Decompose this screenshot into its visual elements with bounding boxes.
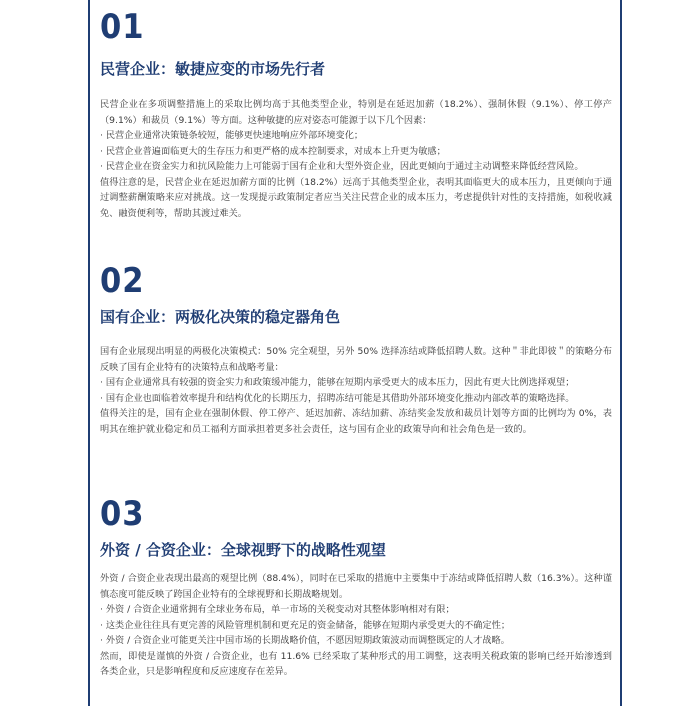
list-item: · 民营企业普遍面临更大的生存压力和更严格的成本控制要求，对成本上升更为敏感； [100,145,446,157]
section-number: 02 [100,261,145,301]
list-item: · 民营企业通常决策链条较短，能够更快速地响应外部环境变化； [100,130,364,141]
section-01 [100,7,612,221]
section-number: 01 [100,7,145,47]
list-item: · 这类企业往往具有更完善的风险管理机制和更充足的资金储备，能够在短期内承受更大的不确定性； [100,619,511,631]
list-item: · 民营企业在资金实力和抗风险能力上可能弱于国有企业和大型外资企业，因此更倾向于通过主动调整来降低经营风险。 [100,161,584,172]
right-border-line [620,0,622,706]
section-closing: 值得注意的是，民营企业在延迟加薪方面的比例（18.2%）远高于其他类型企业，表明其面临更大的成本压力，且更倾向于通过调整薪酬策略来应对挑战。这一发现提示政策制定者应当关注民营企业的成本压力，考虑提供针对性的支持措施，如税收减免、融资便利等，帮助其渡过难关。 [100,176,612,219]
bullet-list [100,128,612,175]
section-closing: 然而，即使是谨慎的外资 / 合资企业，也有 11.6% 已经采取了某种形式的用工调整，这表明关税政策的影响已经开始渗透到各类企业，只是影响程度和反应速度存在差异。 [100,650,612,677]
section-title: 民营企业：敏捷应变的市场先行者 [100,60,326,78]
list-item: · 外资 / 合资企业可能更关注中国市场的长期战略价值，不愿因短期政策波动而调整既定的人才战略。 [100,635,510,646]
list-item: · 国有企业也面临着效率提升和结构优化的长期压力，招聘冻结可能是其借助外部环境变化推动内部改革的策略选择。 [100,392,575,404]
section-intro: 民营企业在多项调整措施上的采取比例均高于其他类型企业，特别是在延迟加薪（18.2%）、强制休假（9.1%）、停工停产（9.1%）和裁员（9.1%）等方面。这种敏捷的应对姿态可能源于以下几个因素： [100,99,612,126]
bullet-list [100,602,612,649]
section-intro: 外资 / 合资企业表现出最高的观望比例（88.4%），同时在已采取的措施中主要集中于冻结或降低招聘人数（16.3%）。这种谨慎态度可能反映了跨国企业特有的全球视野和长期战略规划。 [100,573,612,600]
section-number: 03 [100,494,145,534]
section-02 [100,261,612,437]
left-border-line [88,0,90,706]
list-item: · 外资 / 合资企业通常拥有全球业务布局，单一市场的关税变动对其整体影响相对有限； [100,604,455,615]
section-intro: 国有企业展现出明显的两极化决策模式：50% 完全观望，另外 50% 选择冻结或降低招聘人数。这种＂非此即彼＂的策略分布反映了国有企业特有的决策特点和战略考量： [100,346,612,373]
section-03 [100,494,612,680]
section-title: 国有企业：两极化决策的稳定器角色 [100,308,341,326]
bullet-list [100,375,612,406]
section-closing: 值得关注的是，国有企业在强制休假、停工停产、延迟加薪、冻结加薪、冻结奖金发放和裁员计划等方面的比例均为 0%，表明其在维护就业稳定和员工福利方面承担着更多社会责任，这与国有企业的政策导向和社会角色是一致的。 [100,408,612,435]
list-item: · 国有企业通常具有较强的资金实力和政策缓冲能力，能够在短期内承受更大的成本压力，因此有更大比例选择观望； [100,377,575,388]
section-title: 外资 / 合资企业：全球视野下的战略性观望 [100,541,386,559]
